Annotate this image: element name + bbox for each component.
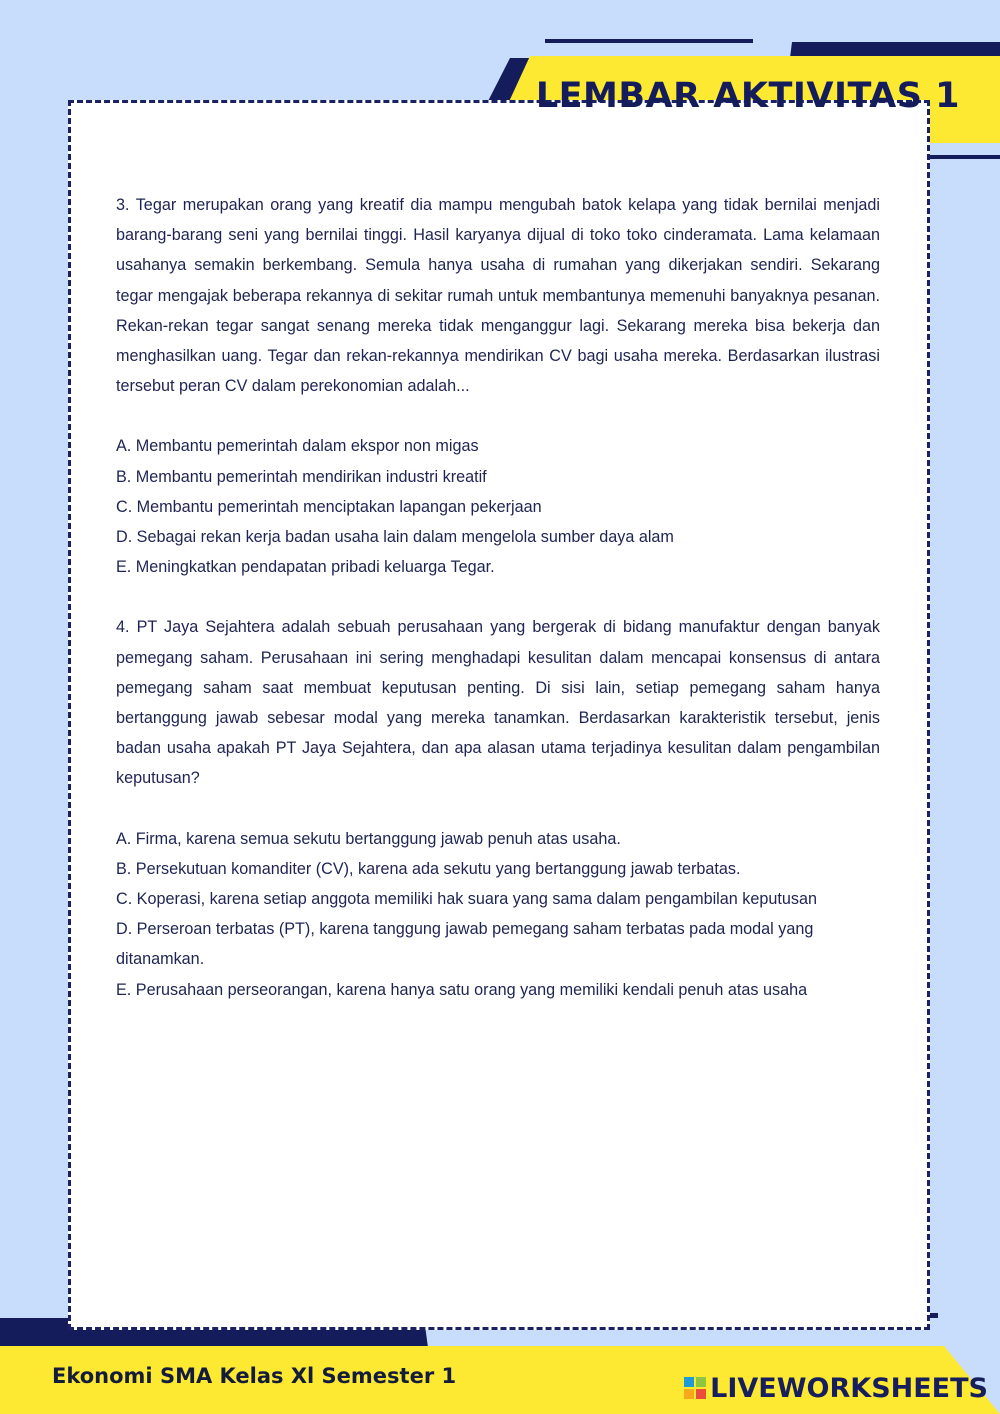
question-text: 3. Tegar merupakan orang yang kreatif dia mampu mengubah batok kelapa yang tidak bernilai menjadi barang-barang seni yang bernilai tinggi. Hasil karyanya dijual di toko toko cinderamata. Lama kelamaan usahanya semakin berkembang. Semula hanya usaha di rumahan yang dikerjakan sendiri. Sekarang tegar mengajak beberapa rekannya di sekitar rumah untuk membantunya memenuhi banyaknya pesanan. Rekan-rekan tegar sangat senang mereka tidak menganggur lagi. Sekarang mereka bisa bekerja dan menghasilkan uang. Tegar dan rekan-rekannya mendirikan CV bagi usaha mereka. Berdasarkan ilustrasi tersebut peran CV dalam perekonomian adalah... <box>116 196 880 396</box>
option-item[interactable]: B. Membantu pemerintah mendirikan industri kreatif <box>116 467 487 486</box>
option-item[interactable]: C. Koperasi, karena setiap anggota memiliki hak suara yang sama dalam pengambilan keputusan <box>116 890 817 909</box>
option-item[interactable]: D. Sebagai rekan kerja badan usaha lain dalam mengelola sumber daya alam <box>116 528 674 547</box>
question-text: 4. PT Jaya Sejahtera adalah sebuah perusahaan yang bergerak di bidang manufaktur dengan banyak pemegang saham. Perusahaan ini sering menghadapi kesulitan dalam mencapai konsensus di antara pemegang saham saat membuat keputusan penting. Di sisi lain, setiap pemegang saham hanya bertanggung jawab sebesar modal yang mereka tanamkan. Berdasarkan karakteristik tersebut, jenis badan usaha apakah PT Jaya Sejahtera, dan apa alasan utama terjadinya kesulitan dalam pengambilan keputusan? <box>116 618 880 788</box>
worksheet-content <box>116 190 880 1005</box>
footer-subject: Ekonomi SMA Kelas Xl Semester 1 <box>52 1364 457 1388</box>
brand-name: LIVEWORKSHEETS <box>710 1372 988 1404</box>
option-item[interactable]: A. Membantu pemerintah dalam ekspor non migas <box>116 437 479 456</box>
brand-logo[interactable] <box>684 1370 988 1406</box>
page-title: LEMBAR AKTIVITAS 1 <box>535 76 960 116</box>
option-item[interactable]: D. Perseroan terbatas (PT), karena tanggung jawab pemegang saham terbatas pada modal yang ditanamkan. <box>116 920 814 969</box>
option-item[interactable]: E. Meningkatkan pendapatan pribadi keluarga Tegar. <box>116 558 495 577</box>
option-item[interactable]: A. Firma, karena semua sekutu bertanggung jawab penuh atas usaha. <box>116 829 621 848</box>
top-thin-line <box>545 39 753 43</box>
brand-icon <box>684 1377 706 1399</box>
option-item[interactable]: E. Perusahaan perseorangan, karena hanya satu orang yang memiliki kendali penuh atas usaha <box>116 980 808 999</box>
option-item[interactable]: C. Membantu pemerintah menciptakan lapangan pekerjaan <box>116 497 542 516</box>
option-item[interactable]: B. Persekutuan komanditer (CV), karena ada sekutu yang bertanggung jawab terbatas. <box>116 859 741 878</box>
